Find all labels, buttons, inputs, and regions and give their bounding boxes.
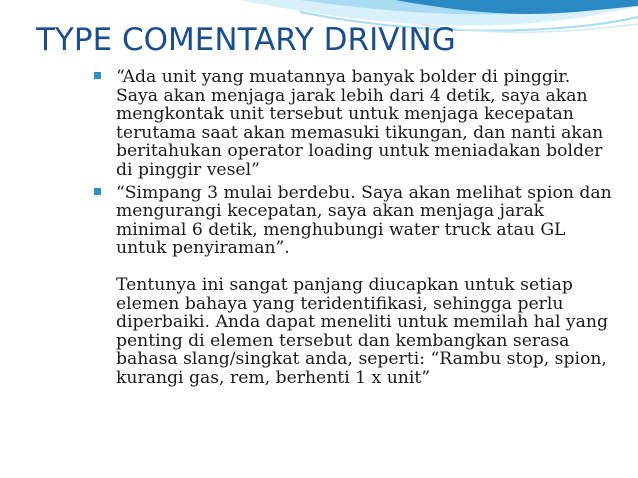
square-bullet-icon — [94, 188, 101, 195]
body-paragraph: Tentunya ini sangat panjang diucapkan untuk setiap elemen bahaya yang teridentifikasi, sehingga perlu diperbaiki. Anda dapat meneliti untuk memilah hal yang penting di elemen tersebut dan kembangkan serasa bahasa slang/singkat anda, seperti: “Rambu stop, spion, kurangi gas, rem, berhenti 1 x unit” — [116, 274, 608, 388]
bullet-text: “Ada unit yang muatannya banyak bolder di pinggir. Saya akan menjaga jarak lebih dari 4 detik, saya akan mengkontak unit tersebut untuk menjaga kecepatan terutama saat akan memasuki tikungan, dan nanti akan beritahukan operator loading untuk meniadakan bolder di pinggir vesel” — [116, 67, 604, 180]
bullet-item — [92, 68, 612, 180]
slide-content — [92, 68, 612, 388]
square-bullet-icon — [94, 72, 101, 79]
bullet-text: “Simpang 3 mulai berdebu. Saya akan melihat spion dan mengurangi kecepatan, saya akan menjaga jarak minimal 6 detik, menghubungi water truck atau GL untuk penyiraman”. — [116, 182, 612, 259]
bullet-item — [92, 184, 612, 258]
slide-title: TYPE COMENTARY DRIVING — [36, 22, 456, 58]
